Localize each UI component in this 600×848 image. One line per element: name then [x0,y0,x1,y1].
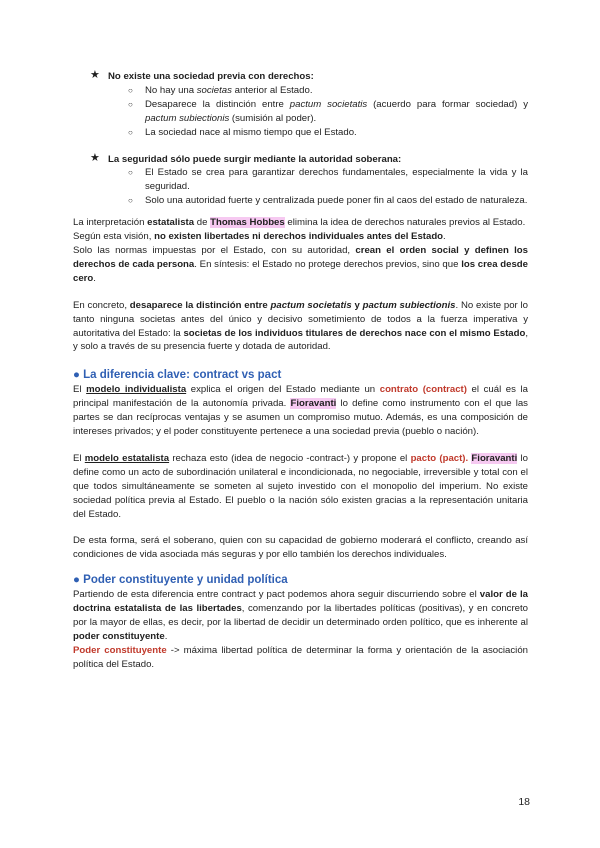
section-heading-contract-vs-pact: ● La diferencia clave: contract vs pact [73,369,282,382]
sub-list-2 [73,166,528,208]
bullet-dot-icon: ● [73,369,80,382]
paragraph-poder-constituyente-definition: Poder constituyente -> máxima libertad política de determinar la forma y orientación de la asociación política del Estado. [73,644,528,670]
star-icon: ★ [90,69,100,81]
circle-bullet-icon: ○ [128,196,133,206]
star-point-1 [90,69,528,84]
paragraph-modelo-individualista: El modelo individualista explica el origen del Estado mediante un contrato (contract) el cuál es la principal manifestación de la autonomía privada. Fioravanti lo define como instrumento con el que las partes se dan recíprocas ventajas y se asumen un compromiso mutuo. Además, es una composición de intereses privados; y el poder constituyente pertenece a una sociedad previa (pueblo o nación). [73,384,529,438]
paragraph-modelo-estatalista: El modelo estatalista rechaza esto (idea de negocio -contract-) y propone el pacto (pact). Fioravanti lo define como un acto de subordinación unilateral e incondicionada, no negociable, irreversible y total con el que todos simultáneamente se someten al sujeto investido con el monopolio del imperium. No existe sociedad política previa al Estado. El pueblo o la nación sólo existen gracias a la representación unitaria del Estado. [73,452,528,520]
list-item: ○ No hay una societas anterior al Estado. [128,84,313,96]
list-item: ○ Desaparece la distinción entre pactum societatis (acuerdo para formar sociedad) y pactum subiectionis (sumisión al poder). [128,98,528,124]
paragraph-partiendo: Partiendo de esta diferencia entre contract y pact podemos ahora seguir discurriendo sobre el valor de la doctrina estatalista de las libertades, comenzando por la libertades políticas (positivas), y en concreto por la mayor de ellas, es decir, por la libertad de decidir un determinado orden político, que es inherente al poder constituyente. [73,589,528,642]
highlight-thomas-hobbes: Thomas Hobbes [210,217,285,229]
circle-bullet-icon: ○ [128,168,133,178]
section-heading-poder-constituyente: ● Poder constituyente y unidad política [73,574,288,587]
list-item: ○ Solo una autoridad fuerte y centralizada puede poner fin al caos del estado de naturaleza. [128,195,528,207]
page-number: 18 [518,796,530,808]
circle-bullet-icon: ○ [128,99,133,109]
paragraph-soberano: De esta forma, será el soberano, quien con su capacidad de gobierno moderará el conflicto, creando así condiciones de vida asociada más seguras y por ello también los derechos individuales. [73,535,528,561]
star-icon: ★ [90,151,100,164]
paragraph-en-concreto: En concreto, desaparece la distinción entre pactum societatis y pactum subiectionis. No existe por lo tanto ninguna societas antes del único y decisivo sometimiento de todos a la fuerza imperativa y autoritativa del Estado: la societas de los individuos titulares de derechos nace con el mismo Estado, y solo a través de su presencia fuerte y dotada de autoridad. [73,299,529,353]
circle-bullet-icon: ○ [128,85,133,95]
page-body [73,70,528,672]
circle-bullet-icon: ○ [128,127,133,137]
star-point-2 [90,151,528,167]
paragraph-hobbes: La interpretación estatalista de Thomas Hobbes elimina la idea de derechos naturales previos al Estado. Según esta visión, no existen libertades ni derechos individuales antes del Estado. Solo las normas impuestas por el Estado, con su autoridad, crean el orden social y definen los derechos de cada persona. En síntesis: el Estado no protege derechos previos, sino que los crea desde cero. [73,217,528,284]
star-point-2-title: La seguridad sólo puede surgir mediante la autoridad soberana: [108,153,402,165]
bullet-dot-icon: ● [73,574,80,587]
list-item: ○ El Estado se crea para garantizar derechos fundamentales, especialmente la vida y la seguridad. [128,167,528,193]
sub-list-1 [73,84,528,140]
star-point-1-title: No existe una sociedad previa con derechos: [108,71,314,82]
list-item: ○ La sociedad nace al mismo tiempo que el Estado. [128,126,357,138]
